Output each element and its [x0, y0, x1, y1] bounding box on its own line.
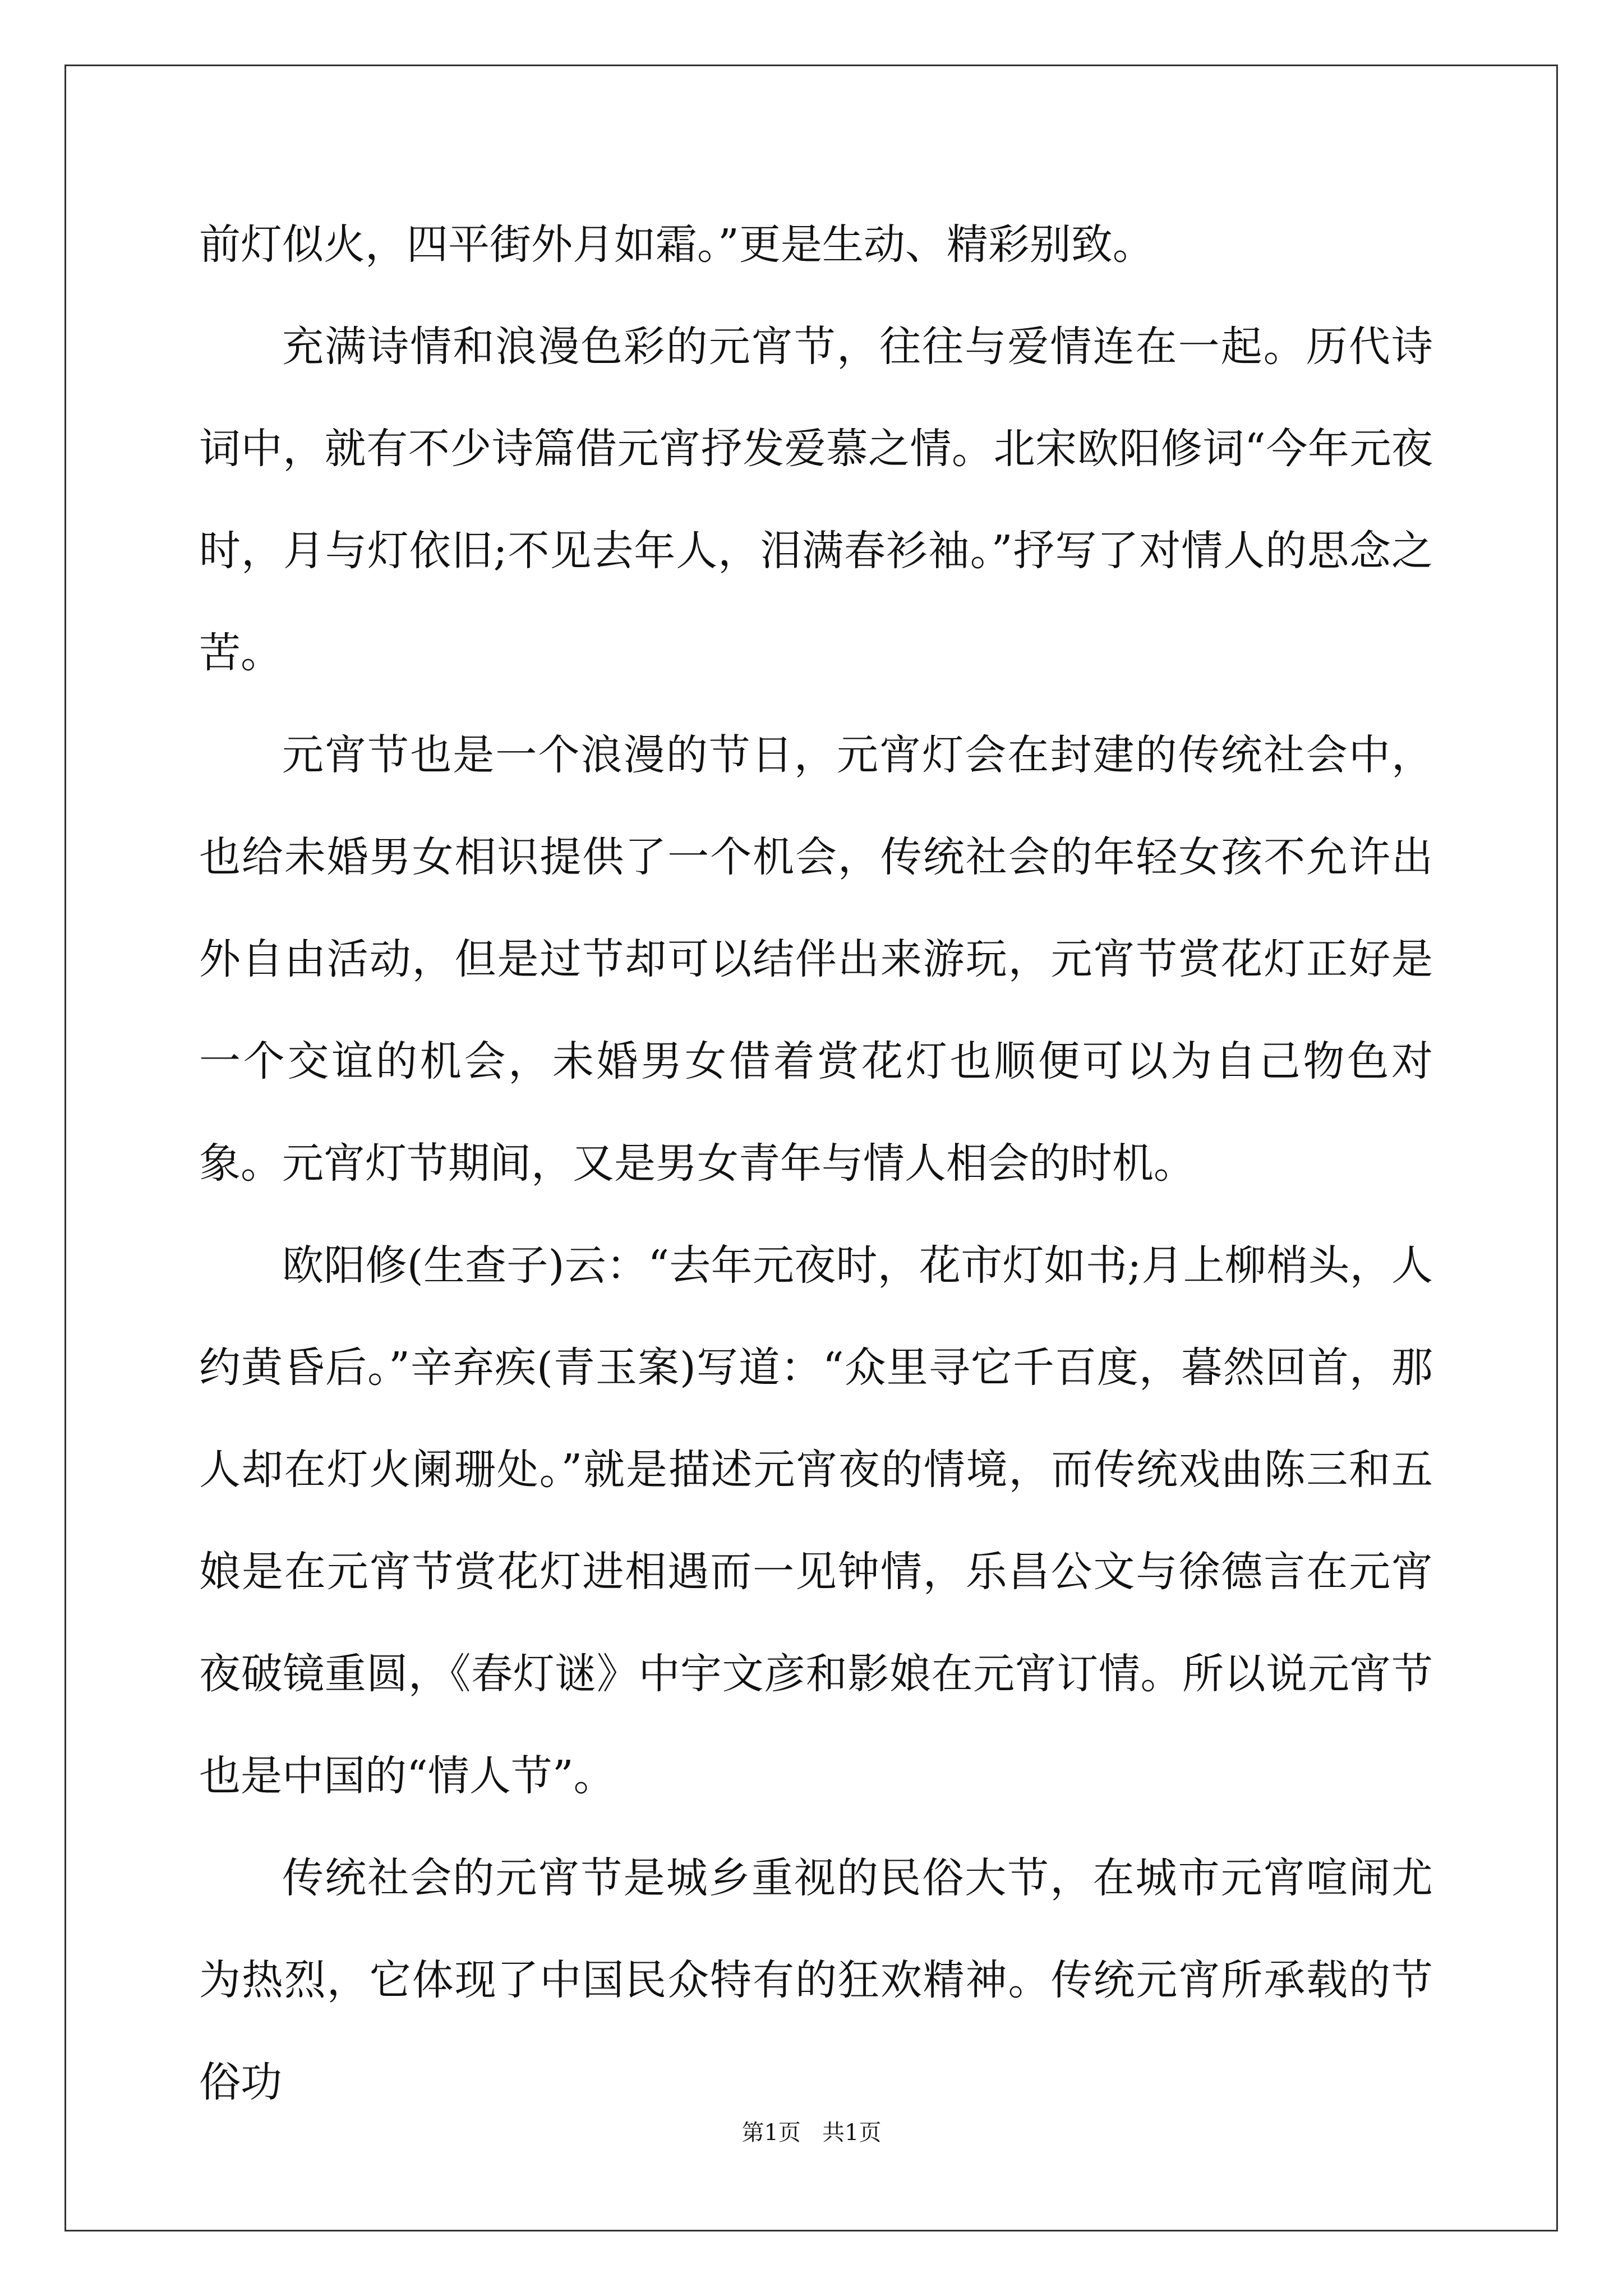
document-body — [199, 194, 1433, 2133]
paragraph-2: 充满诗情和浪漫色彩的元宵节，往往与爱情连在一起。历代诗词中，就有不少诗篇借元宵抒发爱慕之情。北宋欧阳修词“今年元夜时，月与灯依旧;不见去年人，泪满春衫袖。”抒写了对情人的思念之苦。 — [199, 323, 1433, 677]
paragraph-5: 传统社会的元宵节是城乡重视的民俗大节，在城市元宵喧闹尤为热烈，它体现了中国民众特有的狂欢精神。传统元宵所承载的节俗功 — [199, 1854, 1433, 2106]
paragraph-1: 前灯似火，四平街外月如霜。”更是生动、精彩别致。 — [199, 220, 1154, 269]
paragraph-3: 元宵节也是一个浪漫的节日，元宵灯会在封建的传统社会中，也给未婚男女相识提供了一个机会，传统社会的年轻女孩不允许出外自由活动，但是过节却可以结伴出来游玩，元宵节赏花灯正好是一个交谊的机会，未婚男女借着赏花灯也顺便可以为自己物色对象。元宵灯节期间，又是男女青年与情人相会的时机。 — [199, 731, 1433, 1188]
page-footer: 第1页 共1页 — [741, 2120, 882, 2146]
paragraph-4: 欧阳修(生查子)云：“去年元夜时，花市灯如书;月上柳梢头，人约黄昏后。”辛弃疾(青玉案)写道：“众里寻它千百度，暮然回首，那人却在灯火阑珊处。”就是描述元宵夜的情境，而传统戏曲陈三和五娘是在元宵节赏花灯进相遇而一见钟情，乐昌公文与徐德言在元宵夜破镜重圆，《春灯谜》中宇文彦和影娘在元宵订情。所以说元宵节也是中国的“情人节”。 — [199, 1241, 1433, 1800]
